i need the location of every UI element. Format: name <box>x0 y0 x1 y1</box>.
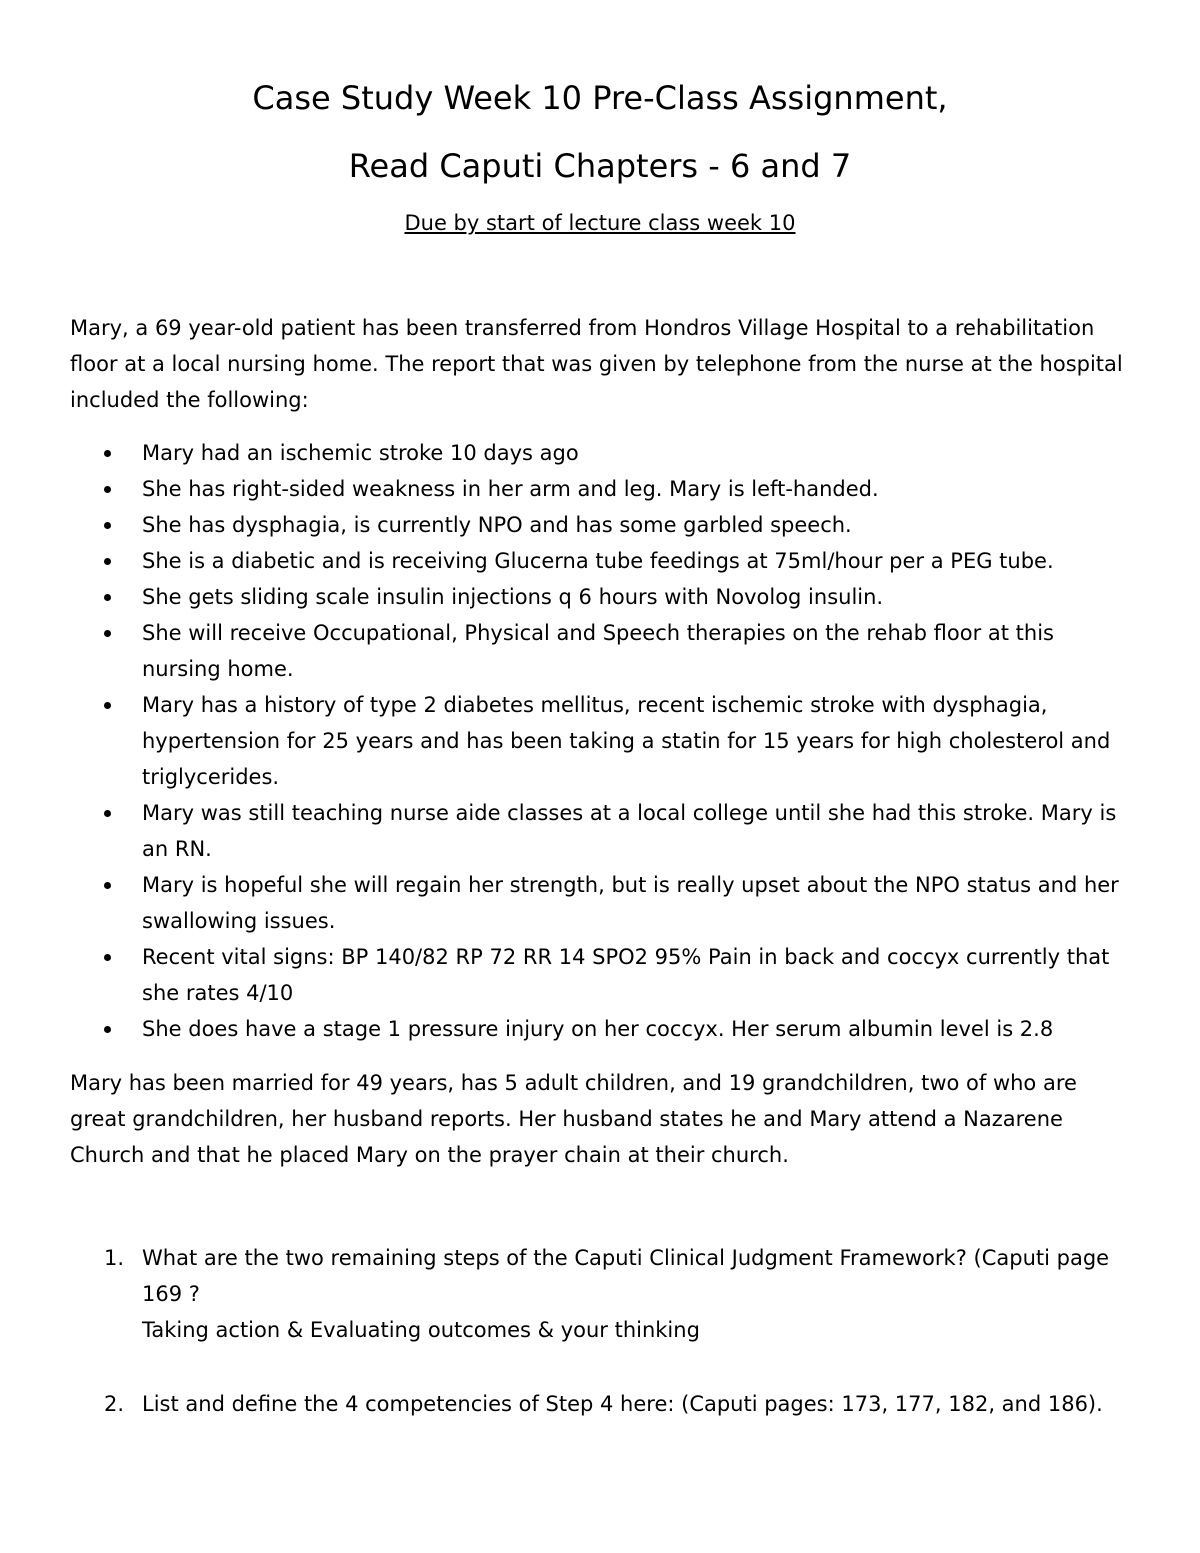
bullet-item <box>0 615 1132 687</box>
question-text: List and define the 4 competencies of Step 4 here: (Caputi pages: 173, 177, 182, and 186). <box>142 1392 1103 1416</box>
bullet-dot-icon <box>104 702 111 709</box>
bullet-text: She is a diabetic and is receiving Glucerna tube feedings at 75ml/hour per a PEG tube. <box>142 549 1054 573</box>
bullet-text: She has right-sided weakness in her arm and leg. Mary is left-handed. <box>142 477 879 501</box>
bullet-dot-icon <box>104 486 111 493</box>
due-date-note: Due by start of lecture class week 10 <box>404 211 796 235</box>
bullet-item <box>0 543 1132 579</box>
bullet-text: She does have a stage 1 pressure injury on her coccyx. Her serum albumin level is 2.8 <box>142 1017 1054 1041</box>
bullet-dot-icon <box>104 810 111 817</box>
question-number: 2. <box>104 1392 125 1416</box>
bullet-item <box>0 435 1132 471</box>
question-number: 1. <box>104 1246 125 1270</box>
bullet-item <box>0 939 1132 1011</box>
bullet-item <box>0 507 1132 543</box>
intro-paragraph: Mary, a 69 year-old patient has been transferred from Hondros Village Hospital to a rehabilitation floor at a local nursing home. The report that was given by telephone from the nurse at the hospital included the following: <box>70 316 1123 412</box>
question-text: What are the two remaining steps of the Caputi Clinical Judgment Framework? (Caputi page 169 ? <box>142 1246 1110 1306</box>
bullet-dot-icon <box>104 558 111 565</box>
bullet-item <box>0 795 1132 867</box>
bullet-text: She gets sliding scale insulin injections q 6 hours with Novolog insulin. <box>142 585 884 609</box>
bullet-text: Recent vital signs: BP 140/82 RP 72 RR 14 SPO2 95% Pain in back and coccyx currently that she rates 4/10 <box>142 945 1110 1005</box>
bullet-text: Mary is hopeful she will regain her strength, but is really upset about the NPO status and her swallowing issues. <box>142 873 1119 933</box>
bullet-text: She will receive Occupational, Physical and Speech therapies on the rehab floor at this nursing home. <box>142 621 1054 681</box>
bullet-dot-icon <box>104 954 111 961</box>
bullet-item <box>0 687 1132 795</box>
bullet-dot-icon <box>104 522 111 529</box>
bullet-item <box>0 1011 1132 1047</box>
bullet-item <box>0 867 1132 939</box>
bullet-text: She has dysphagia, is currently NPO and has some garbled speech. <box>142 513 852 537</box>
bullet-dot-icon <box>104 594 111 601</box>
document-subtitle: Read Caputi Chapters - 6 and 7 <box>348 147 852 185</box>
family-paragraph: Mary has been married for 49 years, has 5 adult children, and 19 grandchildren, two of who are great grandchildren, her husband reports. Her husband states he and Mary attend a Nazarene Church and that he placed Mary on the prayer chain at their church. <box>70 1071 1077 1167</box>
bullet-item <box>0 471 1132 507</box>
bullet-dot-icon <box>104 450 111 457</box>
document-title: Case Study Week 10 Pre-Class Assignment, <box>252 79 948 117</box>
question-answer: Taking action & Evaluating outcomes & your thinking <box>142 1318 700 1342</box>
bullet-text: Mary has a history of type 2 diabetes mellitus, recent ischemic stroke with dysphagia, hypertension for 25 years and has been taking a statin for 15 years for high cholesterol and triglycerides. <box>142 693 1111 789</box>
bullet-dot-icon <box>104 1026 111 1033</box>
bullet-dot-icon <box>104 882 111 889</box>
bullet-text: Mary had an ischemic stroke 10 days ago <box>142 441 579 465</box>
bullet-item <box>0 579 1132 615</box>
report-bullet-list <box>0 435 1200 1047</box>
bullet-text: Mary was still teaching nurse aide classes at a local college until she had this stroke. Mary is an RN. <box>142 801 1117 861</box>
bullet-dot-icon <box>104 630 111 637</box>
